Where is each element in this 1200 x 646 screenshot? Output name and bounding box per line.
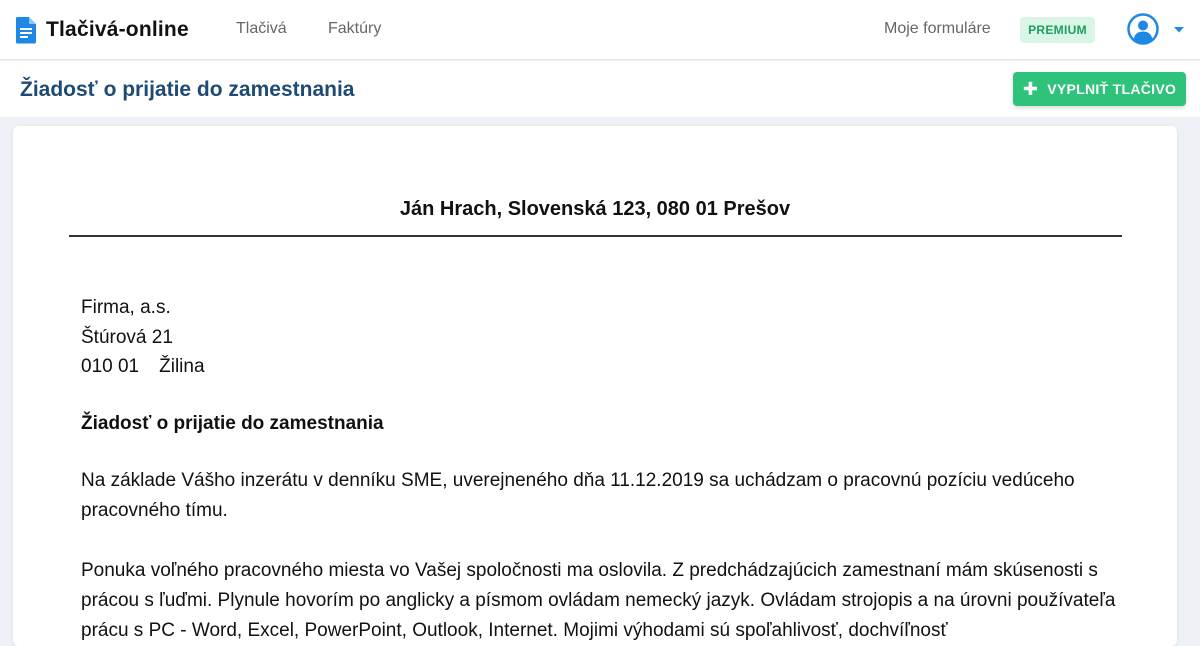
user-avatar-icon bbox=[1127, 13, 1159, 45]
header-divider bbox=[69, 235, 1122, 237]
fill-form-button[interactable] bbox=[1013, 72, 1186, 106]
recipient-postal-code: 010 01 bbox=[81, 356, 140, 377]
letter-paragraph: Na základe Vášho inzerátu v denníku SME, uverejneného dňa 11.12.2019 sa uchádzam o pracovnú pozíciu vedúceho pracovného tímu. bbox=[81, 470, 1075, 521]
brand-name: Tlačivá-online bbox=[46, 18, 189, 41]
sender-header: Ján Hrach, Slovenská 123, 080 01 Prešov bbox=[399, 198, 791, 220]
nav-link-faktury[interactable]: Faktúry bbox=[328, 20, 382, 37]
recipient-city-line bbox=[81, 352, 205, 382]
page-header bbox=[0, 61, 1200, 117]
nav-link-tlaciva[interactable]: Tlačivá bbox=[236, 20, 287, 37]
caret-down-icon bbox=[1173, 26, 1185, 34]
document-preview bbox=[13, 126, 1177, 646]
user-menu[interactable] bbox=[1127, 13, 1187, 47]
top-navbar bbox=[0, 0, 1200, 60]
nav-link-my-forms[interactable]: Moje formuláre bbox=[884, 20, 991, 37]
recipient-city: Žilina bbox=[159, 356, 205, 377]
page-title: Žiadosť o prijatie do zamestnania bbox=[20, 78, 355, 101]
letter-subject: Žiadosť o prijatie do zamestnania bbox=[81, 413, 384, 434]
plus-icon: ✚ bbox=[1022, 79, 1039, 99]
recipient-street: Štúrová 21 bbox=[81, 327, 173, 348]
brand-logo[interactable] bbox=[14, 15, 189, 45]
fill-form-button-label: VYPLNIŤ TLAČIVO bbox=[1047, 81, 1177, 97]
recipient-company: Firma, a.s. bbox=[81, 297, 171, 318]
document-icon bbox=[14, 16, 38, 44]
letter-paragraph: Ponuka voľného pracovného miesta vo Vašej spoločnosti ma oslovila. Z predchádzajúcich zamestnaní mám skúsenosti s prácou s ľuďmi. Plynule hovorím po anglicky a písmom ovládam nemecký jazyk. Ovládam strojopis a na úrovni používateľa prácu s PC - Word, Excel, PowerPoint, Outlook, Internet. Mojimi výhodami sú spoľahlivosť, dochvíľnosť bbox=[81, 560, 1116, 641]
premium-badge[interactable]: PREMIUM bbox=[1020, 17, 1095, 43]
